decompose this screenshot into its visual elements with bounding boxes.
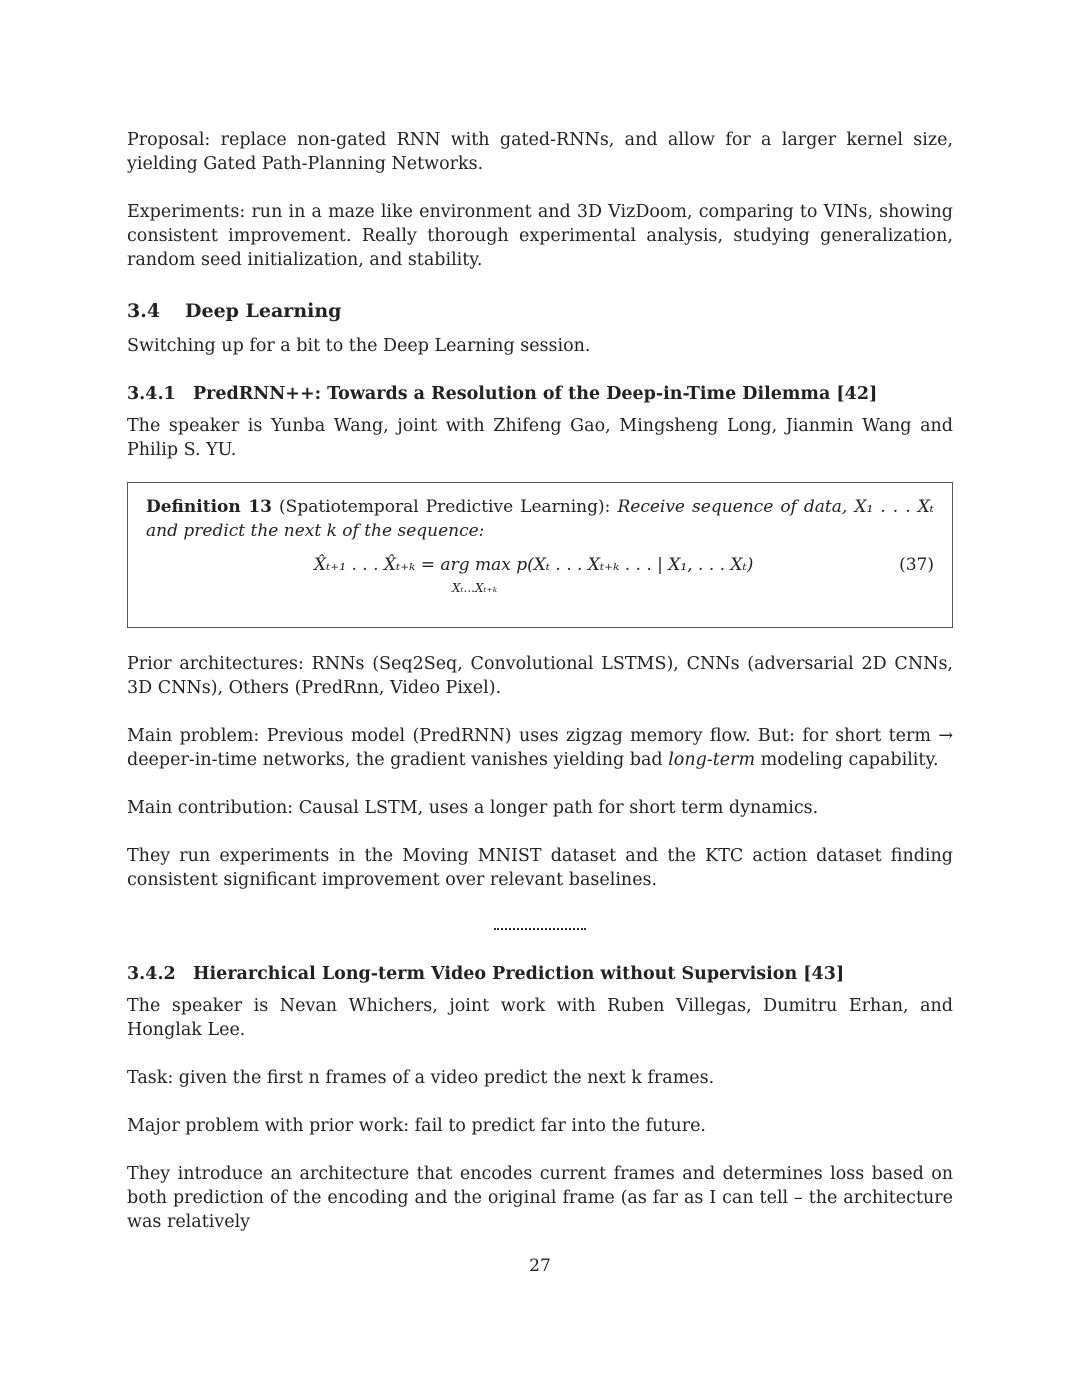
equation-body: X̂ₜ₊₁ . . . X̂ₜ₊ₖ = arg max p(Xₜ . . . Xₜ₊ₖ . . . | X₁, . . . Xₜ) xyxy=(314,555,754,575)
section-title: Deep Learning xyxy=(185,300,342,322)
subsection-heading-1 xyxy=(127,384,953,404)
subsection-heading-2 xyxy=(127,964,953,984)
emphasis-long-term: long-term xyxy=(668,750,756,770)
paragraph-speaker-1: The speaker is Yunba Wang, joint with Zhifeng Gao, Mingsheng Long, Jianmin Wang and Philip S. YU. xyxy=(127,416,953,460)
paragraph-task: Task: given the first n frames of a video predict the next k frames. xyxy=(127,1068,715,1088)
paragraph-architecture: They introduce an architecture that encodes current frames and determines loss based on both prediction of the encoding and the original frame (as far as I can tell – the architecture was relatively xyxy=(127,1164,953,1232)
paragraph-speaker-2: The speaker is Nevan Whichers, joint work with Ruben Villegas, Dumitru Erhan, and Honglak Lee. xyxy=(127,996,953,1040)
section-heading xyxy=(127,300,953,322)
paragraph-session-intro: Switching up for a bit to the Deep Learning session. xyxy=(127,336,591,356)
equation-number: (37) xyxy=(899,555,934,575)
subsection-title: PredRNN++: Towards a Resolution of the Deep-in-Time Dilemma [42] xyxy=(193,384,878,404)
definition-label: Definition 13 xyxy=(146,497,272,517)
paragraph-main-problem: Main problem: Previous model (PredRNN) uses zigzag memory flow. But: for short term → deeper-in-time networks, the gradient vanishes yielding bad long-term modeling capability. xyxy=(127,726,953,770)
definition-box xyxy=(127,482,953,628)
definition-text: Receive sequence of data, X₁ . . . Xₜ and predict the next k of the sequence: xyxy=(146,497,935,541)
section-number: 3.4 xyxy=(127,300,161,322)
dotted-separator xyxy=(494,928,586,930)
paragraph-experiments-predrnn: They run experiments in the Moving MNIST dataset and the KTC action dataset finding consistent significant improvement over relevant baselines. xyxy=(127,846,953,890)
definition-statement xyxy=(146,495,934,543)
equation xyxy=(146,555,934,607)
page-number: 27 xyxy=(529,1256,551,1276)
page-content xyxy=(127,128,953,1234)
subsection-number: 3.4.2 xyxy=(127,964,176,984)
paragraph-main-contribution: Main contribution: Causal LSTM, uses a longer path for short term dynamics. xyxy=(127,798,819,818)
equation-subscript: Xₜ...Xₜ₊ₖ xyxy=(452,581,498,595)
subsection-number: 3.4.1 xyxy=(127,384,176,404)
paragraph-prior-architectures: Prior architectures: RNNs (Seq2Seq, Convolutional LSTMS), CNNs (adversarial 2D CNNs, 3D CNNs), Others (PredRnn, Video Pixel). xyxy=(127,654,953,698)
paragraph-proposal: Proposal: replace non-gated RNN with gated-RNNs, and allow for a larger kernel size, yielding Gated Path-Planning Networks. xyxy=(127,130,953,174)
subsection-title: Hierarchical Long-term Video Prediction without Supervision [43] xyxy=(193,964,845,984)
paragraph-major-problem: Major problem with prior work: fail to predict far into the future. xyxy=(127,1116,706,1136)
definition-name: (Spatiotemporal Predictive Learning): xyxy=(279,497,611,517)
paragraph-experiments: Experiments: run in a maze like environment and 3D VizDoom, comparing to VINs, showing consistent improvement. Really thorough experimental analysis, studying generalization, random seed initialization, and stability. xyxy=(127,202,953,270)
